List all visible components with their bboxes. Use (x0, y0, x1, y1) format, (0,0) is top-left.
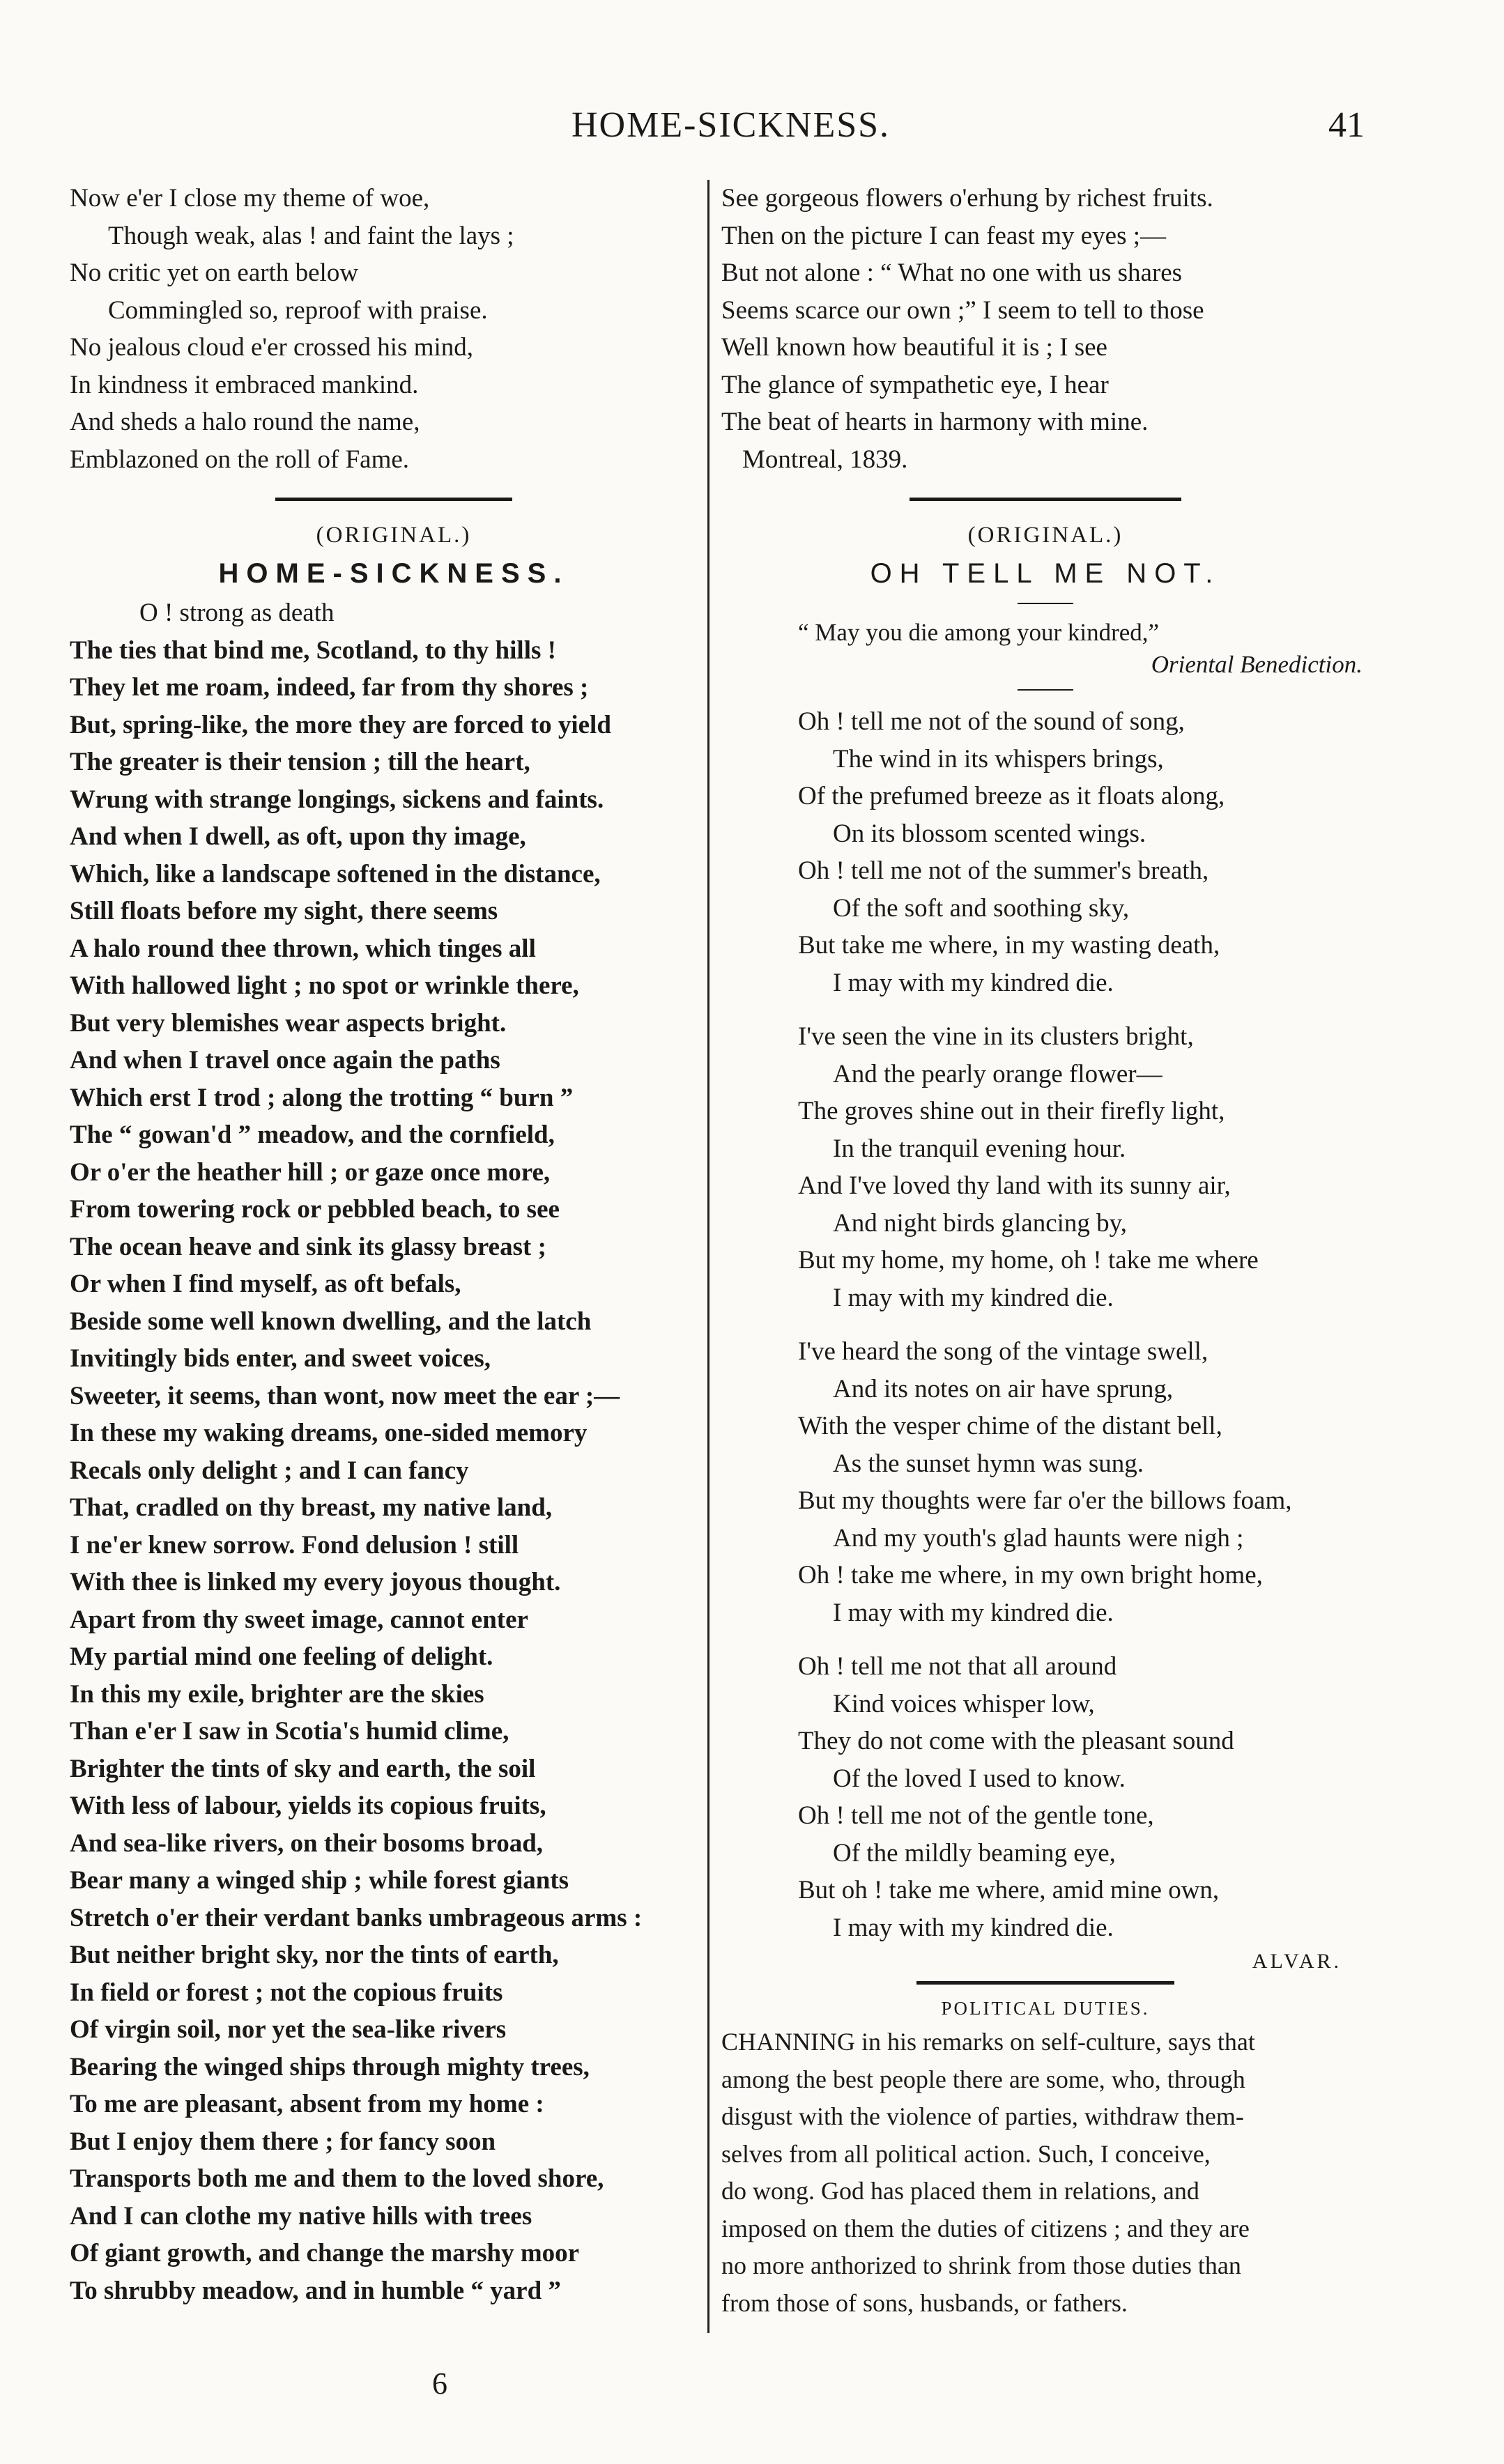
place-date: Montreal, 1839. (742, 445, 908, 474)
poem-line: Bear many a winged ship ; while forest giants (70, 1866, 569, 1895)
poem-line: And my youth's glad haunts were nigh ; (833, 1523, 1244, 1553)
poem-line: The wind in its whispers brings, (833, 744, 1164, 773)
poem-line: Or o'er the heather hill ; or gaze once more, (70, 1157, 551, 1187)
poem-line: Transports both me and them to the loved shore, (70, 2164, 604, 2193)
poem-line: In the tranquil evening hour. (833, 1134, 1126, 1163)
original-label: (ORIGINAL.) (967, 523, 1123, 548)
poem-line: With hallowed light ; no spot or wrinkle there, (70, 971, 579, 1000)
title-rule (1018, 603, 1073, 604)
stanza-gap (721, 1631, 1369, 1648)
article-line: selves from all political action. Such, I conceive, (721, 2139, 1211, 2168)
poem-line: Oh ! take me where, in my own bright home, (798, 1561, 1263, 1589)
poem-line: I may with my kindred die. (833, 1283, 1114, 1312)
epigraph: “ May you die among your kindred,” (798, 619, 1160, 646)
poem-line: Oh ! tell me not of the summer's breath, (798, 856, 1209, 885)
poem-line: No critic yet on earth below (70, 259, 359, 287)
poem-line: The ties that bind me, Scotland, to thy hills ! (70, 636, 556, 665)
poem-line: They let me roam, indeed, far from thy shores ; (70, 673, 589, 702)
poem-line: But oh ! take me where, amid mine own, (798, 1876, 1220, 1904)
poem-line: And the pearly orange flower— (833, 1059, 1162, 1088)
article-line: among the best people there are some, who, through (721, 2065, 1245, 2093)
epigraph-rule (1018, 689, 1073, 691)
section-rule (910, 498, 1181, 501)
poem-line: And sheds a halo round the name, (70, 408, 420, 436)
home-sickness-poem (70, 594, 718, 2309)
poem-line: But, spring-like, the more they are forced to yield (70, 710, 611, 739)
poem-line: I may with my kindred die. (833, 1598, 1114, 1627)
article-line: CHANNING in his remarks on self-culture, says that (721, 2028, 1255, 2056)
stanza (721, 1018, 1369, 1316)
poem-line: Or when I find myself, as oft befals, (70, 1270, 461, 1298)
continued-poem-lines (721, 180, 1369, 478)
poem-line: And when I dwell, as oft, upon thy image, (70, 822, 526, 851)
poem-line: But my thoughts were far o'er the billows foam, (798, 1486, 1292, 1515)
poem-line: They do not come with the pleasant sound (798, 1727, 1234, 1755)
poem-line: A halo round thee thrown, which tinges all (70, 934, 536, 963)
poem-line: Of giant growth, and change the marshy moor (70, 2239, 580, 2267)
poem-line: O ! strong as death (139, 599, 335, 627)
stanza-gap (721, 1316, 1369, 1333)
article-body (721, 2024, 1369, 2322)
poem-line: I've heard the song of the vintage swell, (798, 1337, 1208, 1366)
poem-line: Which, like a landscape softened in the distance, (70, 859, 601, 888)
poem-signature: ALVAR. (1252, 1950, 1342, 1973)
poem-line: The greater is their tension ; till the heart, (70, 748, 530, 776)
poem-line: That, cradled on thy breast, my native land, (70, 1493, 553, 1522)
poem-line: No jealous cloud e'er crossed his mind, (70, 333, 474, 362)
poem-line: But my home, my home, oh ! take me where (798, 1246, 1259, 1275)
poem-line: Well known how beautiful it is ; I see (721, 333, 1107, 362)
poem-line: Then on the picture I can feast my eyes ;— (721, 221, 1167, 250)
poem-line: Seems scarce our own ;” I seem to tell to those (721, 295, 1204, 325)
poem-line: Bearing the winged ships through mighty trees, (70, 2052, 590, 2081)
poem-line: And sea-like rivers, on their bosoms broad, (70, 1828, 544, 1858)
running-title: HOME-SICKNESS. (571, 105, 891, 145)
poem-line: And I can clothe my native hills with trees (70, 2201, 532, 2231)
original-label: (ORIGINAL.) (316, 523, 472, 548)
right-column (721, 180, 1369, 2322)
article-line: from those of sons, husbands, or fathers. (721, 2288, 1128, 2317)
page-number: 41 (1328, 105, 1365, 145)
poem-line: Oh ! tell me not that all around (798, 1652, 1117, 1681)
poem-line: From towering rock or pebbled beach, to see (70, 1195, 560, 1224)
poem-line: In kindness it embraced mankind. (70, 370, 419, 399)
poem-line: But neither bright sky, nor the tints of earth, (70, 1941, 559, 1969)
signature-mark: 6 (432, 2366, 447, 2401)
poem-line: Which erst I trod ; along the trotting “ burn ” (70, 1083, 574, 1112)
poem-line: Now e'er I close my theme of woe, (70, 184, 430, 213)
section-rule (275, 498, 512, 501)
poem-line: I may with my kindred die. (833, 1913, 1114, 1942)
poem-line: As the sunset hymn was sung. (833, 1449, 1144, 1478)
poem-line: Of the loved I used to know. (833, 1764, 1126, 1793)
poem-line: Invitingly bids enter, and sweet voices, (70, 1344, 491, 1373)
poem-line: Oh ! tell me not of the sound of song, (798, 707, 1185, 736)
article-line: no more anthorized to shrink from those duties than (721, 2251, 1241, 2279)
poem-line: Of the soft and soothing sky, (833, 893, 1130, 923)
poem-line: In these my waking dreams, one-sided memory (70, 1419, 588, 1447)
epigraph-source: Oriental Benediction. (1151, 651, 1363, 678)
poem-line: My partial mind one feeling of delight. (70, 1642, 493, 1671)
poem-line: But not alone : “ What no one with us shares (721, 259, 1183, 287)
poem-line: But very blemishes wear aspects bright. (70, 1008, 507, 1038)
poem-line: But take me where, in my wasting death, (798, 931, 1220, 960)
poem-line: In this my exile, brighter are the skies (70, 1679, 484, 1709)
preceding-poem-ending (70, 180, 718, 478)
article-line: imposed on them the duties of citizens ; and they are (721, 2214, 1250, 2242)
poem-line: And I've loved thy land with its sunny air, (798, 1171, 1231, 1200)
poem-line: Beside some well known dwelling, and the latch (70, 1307, 592, 1336)
poem-line: But I enjoy them there ; for fancy soon (70, 2127, 496, 2156)
stanza (721, 1333, 1369, 1631)
poem-line: Apart from thy sweet image, cannot enter (70, 1605, 528, 1634)
poem-line: Of the prefumed breeze as it floats along, (798, 782, 1225, 810)
poem-line: Recals only delight ; and I can fancy (70, 1456, 469, 1485)
poem-line: And when I travel once again the paths (70, 1046, 500, 1075)
poem-line: The ocean heave and sink its glassy breast ; (70, 1232, 546, 1261)
poem-title: HOME-SICKNESS. (218, 558, 569, 589)
section-rule (916, 1981, 1174, 1985)
poem-line: The groves shine out in their firefly light, (798, 1097, 1225, 1125)
poem-line: The glance of sympathetic eye, I hear (721, 370, 1109, 399)
poem-line: The “ gowan'd ” meadow, and the cornfield, (70, 1121, 555, 1149)
stanza (721, 703, 1369, 1001)
poem-line: The beat of hearts in harmony with mine. (721, 408, 1149, 436)
poem-line: I've seen the vine in its clusters bright, (798, 1022, 1194, 1051)
poem-line: Of the mildly beaming eye, (833, 1838, 1116, 1868)
poem-line: Of virgin soil, nor yet the sea-like rivers (70, 2015, 507, 2044)
poem-line: And night birds glancing by, (833, 1208, 1128, 1238)
poem-line: Though weak, alas ! and faint the lays ; (108, 221, 514, 250)
poem-line: On its blossom scented wings. (833, 819, 1146, 848)
poem-line: With less of labour, yields its copious fruits, (70, 1792, 546, 1820)
poem-line: Wrung with strange longings, sickens and faints. (70, 785, 604, 814)
poem-line: In field or forest ; not the copious fruits (70, 1978, 503, 2007)
poem-line: With the vesper chime of the distant bell, (798, 1412, 1222, 1440)
poem-line: I ne'er knew sorrow. Fond delusion ! still (70, 1530, 519, 1560)
running-head (0, 105, 1504, 153)
poem-line: Brighter the tints of sky and earth, the soil (70, 1754, 536, 1783)
poem-line: I may with my kindred die. (833, 968, 1114, 997)
poem-line: Commingled so, reproof with praise. (108, 295, 488, 325)
poem-line: To shrubby meadow, and in humble “ yard ” (70, 2276, 561, 2305)
poem-line: Emblazoned on the roll of Fame. (70, 445, 410, 474)
poem-line: Sweeter, it seems, than wont, now meet the ear ;— (70, 1381, 620, 1410)
poem-line: With thee is linked my every joyous thought. (70, 1568, 561, 1596)
stanza-gap (721, 1001, 1369, 1018)
poem-line: Kind voices whisper low, (833, 1689, 1095, 1718)
article-title: POLITICAL DUTIES. (941, 1998, 1150, 2019)
left-column (70, 180, 718, 2309)
article-line: do wong. God has placed them in relations, and (721, 2177, 1199, 2205)
poem-line: Oh ! tell me not of the gentle tone, (798, 1801, 1154, 1830)
poem-line: To me are pleasant, absent from my home : (70, 2090, 544, 2118)
article-line: disgust with the violence of parties, withdraw them- (721, 2102, 1244, 2130)
poem-line: Than e'er I saw in Scotia's humid clime, (70, 1717, 509, 1746)
poem-line: Stretch o'er their verdant banks umbrageous arms : (70, 1903, 643, 1932)
poem-title: OH TELL ME NOT. (870, 558, 1221, 589)
stanza (721, 1648, 1369, 1946)
poem-line: Still floats before my sight, there seems (70, 897, 498, 925)
poem-line: And its notes on air have sprung, (833, 1374, 1174, 1403)
poem-line: See gorgeous flowers o'erhung by richest fruits. (721, 184, 1213, 213)
